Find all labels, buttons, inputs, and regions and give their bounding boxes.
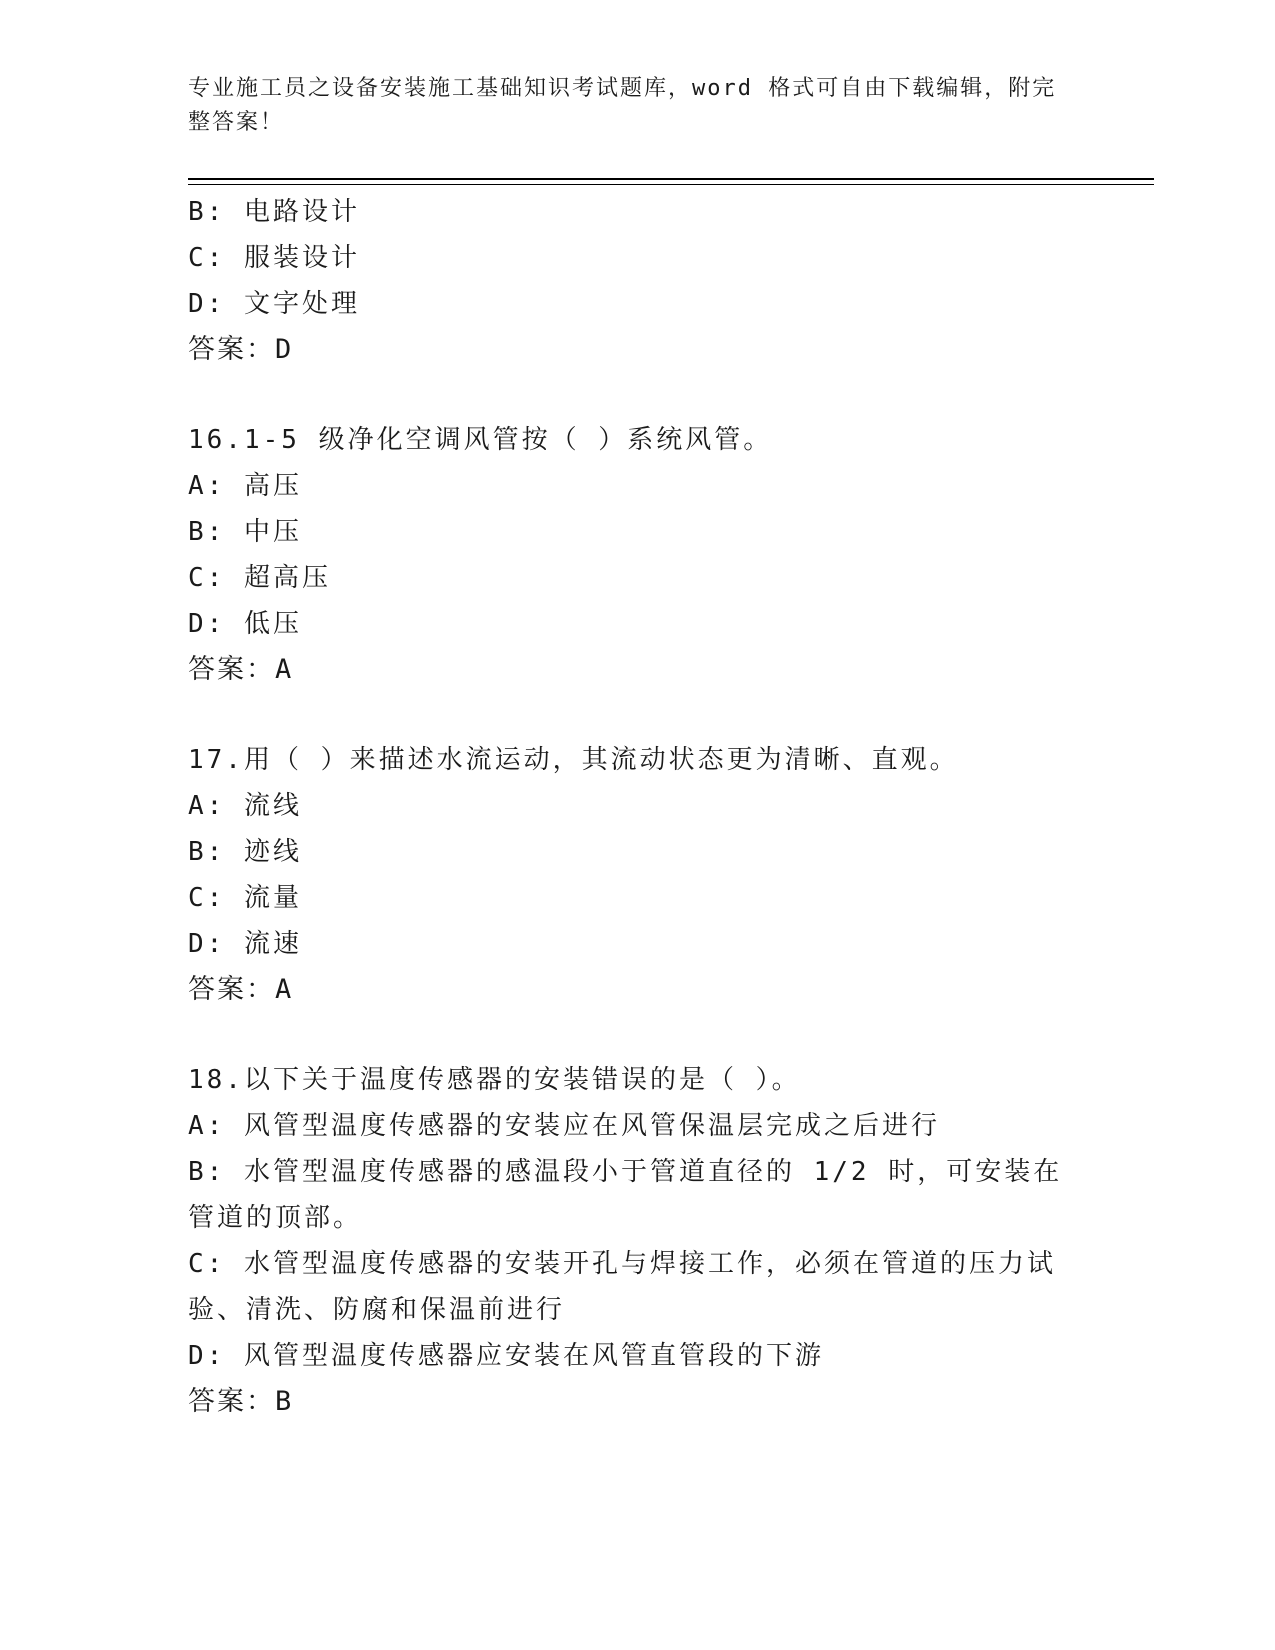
answer-label: 答案： bbox=[188, 974, 275, 1005]
question-stem: 17.用（ ）来描述水流运动，其流动状态更为清晰、直观。 bbox=[188, 745, 959, 775]
option-c: C: 服装设计 bbox=[188, 243, 360, 273]
option-c: C: 水管型温度传感器的安装开孔与焊接工作，必须在管道的压力试验、清洗、防腐和保温前进行 bbox=[188, 1249, 1056, 1325]
option-b: B: 电路设计 bbox=[188, 197, 360, 227]
option-a: A: 流线 bbox=[188, 791, 302, 821]
option-b: B: 中压 bbox=[188, 517, 302, 547]
answer-label: 答案： bbox=[188, 334, 275, 365]
question-18 bbox=[188, 1057, 1088, 1425]
answer-line bbox=[188, 327, 1088, 373]
header-rule-thick bbox=[188, 178, 1154, 180]
question-stem: 18.以下关于温度传感器的安装错误的是（ ）。 bbox=[188, 1065, 801, 1095]
answer-label: 答案： bbox=[188, 654, 275, 685]
answer-value: B bbox=[275, 1386, 294, 1417]
answer-line bbox=[188, 1379, 1088, 1425]
answer-label: 答案： bbox=[188, 1386, 275, 1417]
option-c: C: 超高压 bbox=[188, 563, 331, 593]
option-d: D: 流速 bbox=[188, 929, 302, 959]
question-15-continuation bbox=[188, 189, 1088, 373]
answer-value: A bbox=[275, 974, 294, 1005]
answer-line bbox=[188, 967, 1088, 1013]
question-stem: 16.1-5 级净化空调风管按（ ）系统风管。 bbox=[188, 425, 773, 455]
header-rule-thin bbox=[188, 184, 1154, 185]
question-17 bbox=[188, 737, 1088, 1013]
option-a: A: 风管型温度传感器的安装应在风管保温层完成之后进行 bbox=[188, 1111, 940, 1141]
answer-value: A bbox=[275, 654, 294, 685]
option-d: D: 风管型温度传感器应安装在风管直管段的下游 bbox=[188, 1341, 824, 1371]
answer-line bbox=[188, 647, 1088, 693]
question-content bbox=[188, 189, 1088, 1425]
page-header: 专业施工员之设备安装施工基础知识考试题库，word 格式可自由下载编辑，附完整答案！ bbox=[188, 76, 1057, 135]
question-16 bbox=[188, 417, 1088, 693]
option-b: B: 迹线 bbox=[188, 837, 302, 867]
option-c: C: 流量 bbox=[188, 883, 302, 913]
answer-value: D bbox=[275, 334, 294, 365]
option-a: A: 高压 bbox=[188, 471, 302, 501]
option-b: B: 水管型温度传感器的感温段小于管道直径的 1/2 时，可安装在管道的顶部。 bbox=[188, 1157, 1063, 1233]
option-d: D: 文字处理 bbox=[188, 289, 360, 319]
option-d: D: 低压 bbox=[188, 609, 302, 639]
